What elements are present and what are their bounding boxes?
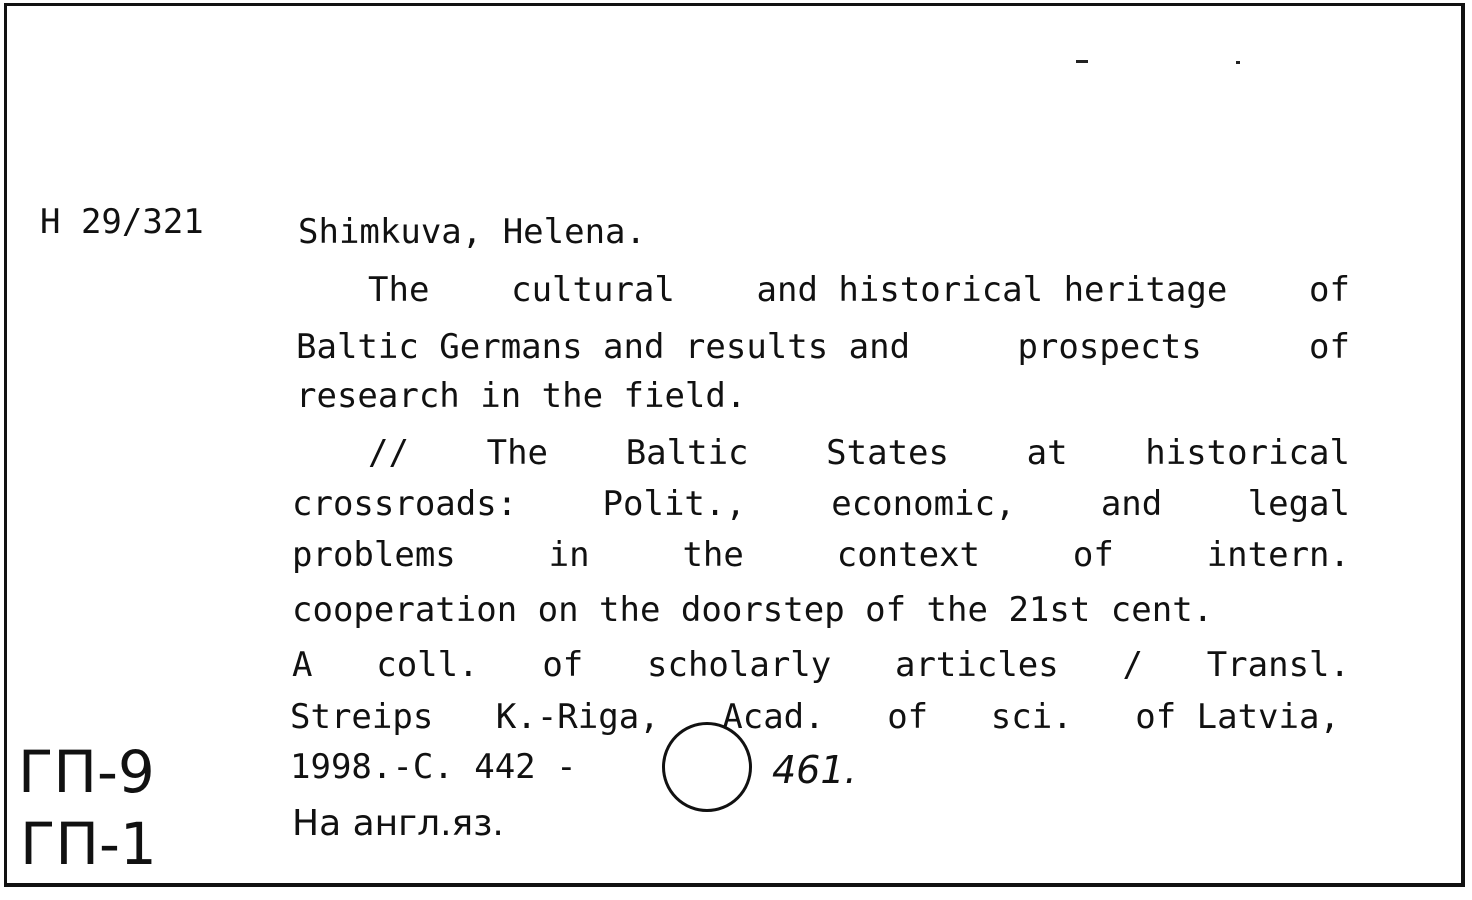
source-word: K.-Riga, (495, 697, 660, 737)
source-word: Streips (290, 697, 434, 737)
source-word: States (826, 433, 949, 473)
source-word: of (542, 645, 584, 685)
source-word: crossroads: (292, 484, 518, 524)
title-word: prospects (1017, 327, 1202, 367)
source-word: // (368, 433, 409, 473)
source-word: problems (292, 535, 456, 575)
pages-handwritten-end: 461. (772, 748, 857, 792)
source-word: of (887, 697, 929, 737)
source-word: Baltic (625, 433, 749, 473)
source-word: The (486, 433, 549, 473)
source-word: the (682, 535, 744, 575)
title-word: of (1309, 270, 1350, 310)
title-word: of (1309, 327, 1350, 367)
source-word: of (1072, 535, 1114, 575)
source-line-6 (290, 697, 1340, 737)
title-line-3 (296, 376, 1354, 416)
title-word: cultural (511, 270, 675, 310)
source-word: context (836, 535, 981, 575)
source-word: sci. (990, 697, 1073, 737)
author-heading: Shimkuva, Helena. (298, 212, 646, 252)
speck-mark (1076, 60, 1088, 63)
source-word: of Latvia, (1135, 697, 1340, 737)
source-word: Polit., (602, 484, 746, 524)
source-line-2 (292, 484, 1350, 524)
source-word: economic, (831, 484, 1016, 524)
source-word: coll. (376, 645, 479, 685)
speck-mark (1236, 61, 1240, 64)
library-stamp-circle (662, 722, 752, 812)
title-word: research in the field. (296, 376, 747, 416)
source-word: intern. (1206, 535, 1350, 575)
source-line-3 (292, 535, 1350, 575)
title-line-2 (296, 327, 1350, 367)
margin-code: ГП-1 (20, 810, 157, 878)
source-word: legal (1247, 484, 1350, 524)
title-line-1 (368, 270, 1350, 310)
title-word: and historical heritage (756, 270, 1228, 310)
source-word: historical (1145, 433, 1350, 473)
source-word: cooperation on the doorstep of the 21st cent. (292, 590, 1214, 630)
source-line-1 (368, 433, 1350, 473)
source-line-5 (292, 645, 1350, 685)
source-line-4 (292, 590, 1350, 630)
title-word: The (368, 270, 430, 310)
source-word: A (292, 645, 313, 685)
source-word: articles (894, 645, 1059, 685)
source-word: Acad. (722, 697, 825, 737)
source-word: at (1026, 433, 1068, 473)
source-word: Transl. (1206, 645, 1350, 685)
source-word: scholarly (647, 645, 832, 685)
source-word: in (548, 535, 590, 575)
title-word: Baltic Germans and results and (296, 327, 911, 367)
language-note: На англ.яз. (292, 803, 504, 844)
source-word: / (1122, 645, 1143, 685)
margin-code: ГП-9 (18, 738, 155, 806)
source-word: and (1100, 484, 1163, 524)
shelfmark: H 29/321 (40, 202, 204, 242)
pages-printed: 1998.-C. 442 - (290, 747, 577, 787)
